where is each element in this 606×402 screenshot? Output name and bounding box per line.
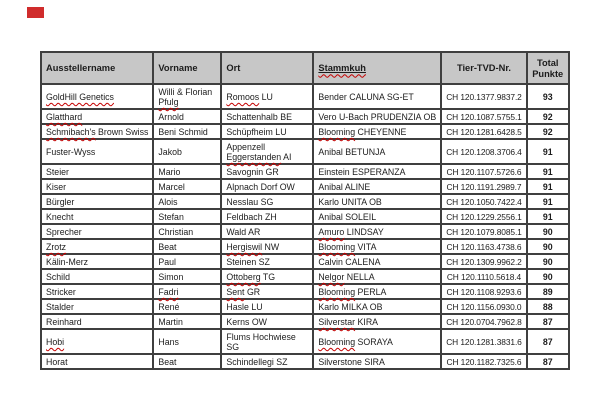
cell-stammkuh: Karlo UNITA OB [313, 194, 441, 209]
cell-ort: Ottoberg TG [221, 269, 313, 284]
cell-ausstellername: Stalder [41, 299, 153, 314]
table-row [41, 254, 569, 269]
cell-ausstellername: GoldHill Genetics [41, 84, 153, 109]
column-header-tvd: Tier-TVD-Nr. [441, 52, 527, 84]
cell-punkte: 91 [527, 139, 569, 164]
cell-vorname: Martin [153, 314, 221, 329]
column-header-stammkuh: Stammkuh [313, 52, 441, 84]
cell-vorname: Christian [153, 224, 221, 239]
cell-vorname: Simon [153, 269, 221, 284]
cell-stammkuh: Blooming CHEYENNE [313, 124, 441, 139]
cell-vorname: Stefan [153, 209, 221, 224]
cell-tvd: CH 120.1229.2556.1 [441, 209, 527, 224]
cell-punkte: 88 [527, 299, 569, 314]
cell-ausstellername: Horat [41, 354, 153, 369]
cell-ort: Kerns OW [221, 314, 313, 329]
cell-stammkuh: Vero U-Bach PRUDENZIA OB [313, 109, 441, 124]
cell-tvd: CH 120.1163.4738.6 [441, 239, 527, 254]
cell-vorname: Alois [153, 194, 221, 209]
cell-vorname: Willi & Florian Pfulg [153, 84, 221, 109]
table-row [41, 109, 569, 124]
cell-ausstellername: Fuster-Wyss [41, 139, 153, 164]
cell-stammkuh: Einstein ESPERANZA [313, 164, 441, 179]
cell-vorname: René [153, 299, 221, 314]
table-row [41, 84, 569, 109]
cell-ort: Schüpfheim LU [221, 124, 313, 139]
red-marker [27, 7, 44, 18]
table-row [41, 209, 569, 224]
cell-tvd: CH 120.1182.7325.6 [441, 354, 527, 369]
cell-vorname: Beni Schmid [153, 124, 221, 139]
cell-ausstellername: Reinhard [41, 314, 153, 329]
cell-ort: Hasle LU [221, 299, 313, 314]
table-body [41, 84, 569, 369]
table-row [41, 179, 569, 194]
cell-punkte: 87 [527, 329, 569, 354]
table-row [41, 354, 569, 369]
table-row [41, 314, 569, 329]
cell-punkte: 90 [527, 254, 569, 269]
cell-tvd: CH 120.0704.7962.8 [441, 314, 527, 329]
cell-ort: Appenzell Eggerstanden AI [221, 139, 313, 164]
cell-ausstellername: Schmibach's Brown Swiss [41, 124, 153, 139]
table-row [41, 224, 569, 239]
table-row [41, 329, 569, 354]
column-header-ort: Ort [221, 52, 313, 84]
cell-vorname: Paul [153, 254, 221, 269]
cell-vorname: Beat [153, 239, 221, 254]
cell-ort: Nesslau SG [221, 194, 313, 209]
cell-tvd: CH 120.1110.5618.4 [441, 269, 527, 284]
cell-tvd: CH 120.1191.2989.7 [441, 179, 527, 194]
column-header-ausstellername: Ausstellername [41, 52, 153, 84]
cell-tvd: CH 120.1079.8085.1 [441, 224, 527, 239]
cell-ort: Schindellegi SZ [221, 354, 313, 369]
cell-tvd: CH 120.1377.9837.2 [441, 84, 527, 109]
cell-stammkuh: Blooming VITA [313, 239, 441, 254]
cell-stammkuh: Amuro LINDSAY [313, 224, 441, 239]
cell-ausstellername: Kälin-Merz [41, 254, 153, 269]
cell-punkte: 91 [527, 209, 569, 224]
cell-stammkuh: Silverstone SIRA [313, 354, 441, 369]
cell-vorname: Marcel [153, 179, 221, 194]
cell-tvd: CH 120.1108.9293.6 [441, 284, 527, 299]
cell-tvd: CH 120.1208.3706.4 [441, 139, 527, 164]
cell-ort: Flums Hochwiese SG [221, 329, 313, 354]
cell-ort: Savognin GR [221, 164, 313, 179]
cell-ort: Wald AR [221, 224, 313, 239]
cell-tvd: CH 120.1107.5726.6 [441, 164, 527, 179]
table-row [41, 194, 569, 209]
cell-stammkuh: Anibal BETUNJA [313, 139, 441, 164]
table-row [41, 139, 569, 164]
cell-ort: Feldbach ZH [221, 209, 313, 224]
table-row [41, 124, 569, 139]
cell-ausstellername: Zrotz [41, 239, 153, 254]
table-row [41, 269, 569, 284]
cell-stammkuh: Anibal ALINE [313, 179, 441, 194]
table-row [41, 299, 569, 314]
cell-punkte: 92 [527, 124, 569, 139]
cell-tvd: CH 120.1156.0930.0 [441, 299, 527, 314]
cell-vorname: Hans [153, 329, 221, 354]
table-row [41, 164, 569, 179]
cell-ausstellername: Steier [41, 164, 153, 179]
cell-tvd: CH 120.1050.7422.4 [441, 194, 527, 209]
cell-punkte: 87 [527, 354, 569, 369]
cell-stammkuh: Bender CALUNA SG-ET [313, 84, 441, 109]
cell-ausstellername: Glatthard [41, 109, 153, 124]
cell-ausstellername: Bürgler [41, 194, 153, 209]
cell-ausstellername: Hobi [41, 329, 153, 354]
cell-ausstellername: Knecht [41, 209, 153, 224]
cell-stammkuh: Blooming PERLA [313, 284, 441, 299]
header-row [41, 52, 569, 84]
cell-ausstellername: Stricker [41, 284, 153, 299]
cell-punkte: 87 [527, 314, 569, 329]
cell-ort: Steinen SZ [221, 254, 313, 269]
cell-punkte: 91 [527, 164, 569, 179]
cell-stammkuh: Blooming SORAYA [313, 329, 441, 354]
cell-stammkuh: Silverstar KIRA [313, 314, 441, 329]
cell-punkte: 90 [527, 239, 569, 254]
cell-stammkuh: Nelgor NELLA [313, 269, 441, 284]
table-row [41, 284, 569, 299]
cell-ausstellername: Kiser [41, 179, 153, 194]
table-row [41, 239, 569, 254]
cell-punkte: 89 [527, 284, 569, 299]
column-header-vorname: Vorname [153, 52, 221, 84]
cell-stammkuh: Calvin CALENA [313, 254, 441, 269]
cell-ort: Sent GR [221, 284, 313, 299]
cell-tvd: CH 120.1281.3831.6 [441, 329, 527, 354]
cell-vorname: Jakob [153, 139, 221, 164]
cell-tvd: CH 120.1087.5755.1 [441, 109, 527, 124]
cell-vorname: Fadri [153, 284, 221, 299]
cell-ausstellername: Sprecher [41, 224, 153, 239]
cell-punkte: 90 [527, 269, 569, 284]
cell-ausstellername: Schild [41, 269, 153, 284]
cell-stammkuh: Anibal SOLEIL [313, 209, 441, 224]
cell-tvd: CH 120.1281.6428.5 [441, 124, 527, 139]
cell-punkte: 91 [527, 179, 569, 194]
cell-punkte: 90 [527, 224, 569, 239]
cell-ort: Hergiswil NW [221, 239, 313, 254]
cell-ort: Romoos LU [221, 84, 313, 109]
cell-tvd: CH 120.1309.9962.2 [441, 254, 527, 269]
cell-vorname: Beat [153, 354, 221, 369]
cell-ort: Schattenhalb BE [221, 109, 313, 124]
cell-vorname: Mario [153, 164, 221, 179]
cell-punkte: 93 [527, 84, 569, 109]
results-table [40, 51, 570, 370]
cell-stammkuh: Karlo MILKA OB [313, 299, 441, 314]
cell-ort: Alpnach Dorf OW [221, 179, 313, 194]
cell-vorname: Arnold [153, 109, 221, 124]
column-header-punkte: Total Punkte [527, 52, 569, 84]
cell-punkte: 92 [527, 109, 569, 124]
cell-punkte: 91 [527, 194, 569, 209]
